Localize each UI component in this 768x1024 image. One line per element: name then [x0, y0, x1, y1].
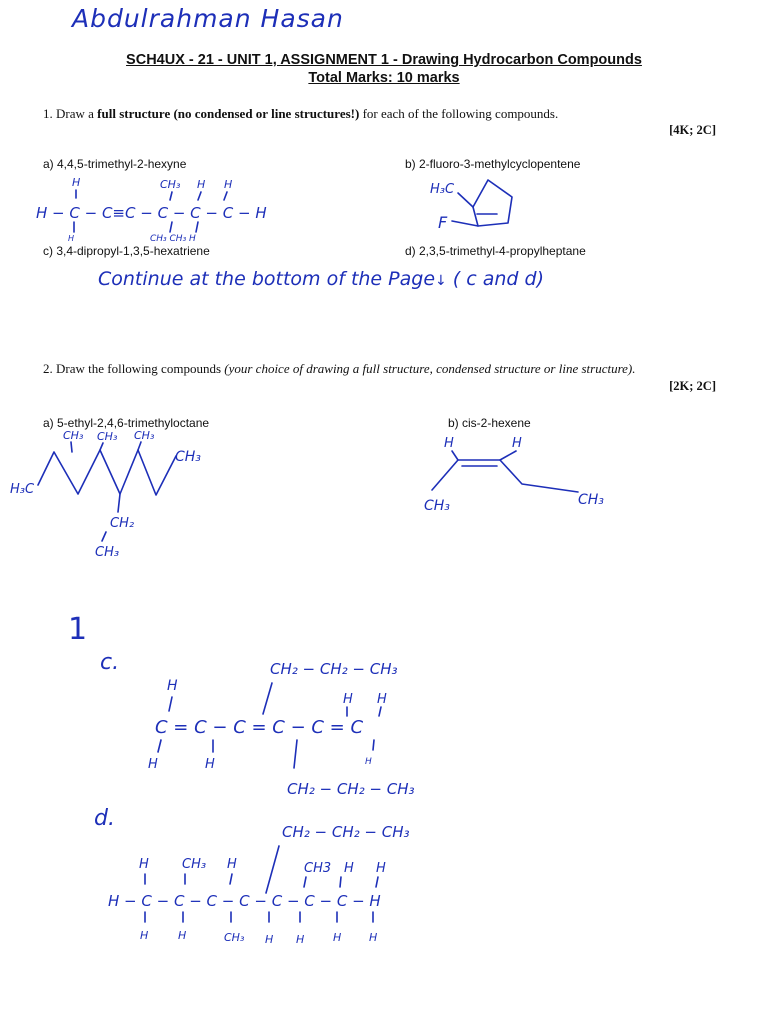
q2b-label: b) cis-2-hexene: [448, 416, 531, 430]
q1b-structure: [430, 180, 512, 232]
svg-text:CH₃: CH₃: [97, 430, 118, 443]
assignment-title: SCH4UX - 21 - UNIT 1, ASSIGNMENT 1 - Drawing Hydrocarbon Compounds: [126, 52, 642, 68]
q1-suffix: for each of the following compounds.: [359, 106, 559, 121]
answer-d-label: d.: [94, 806, 115, 831]
svg-text:CH₃: CH₃: [63, 429, 84, 442]
student-name: Abdulrahman Hasan: [72, 4, 344, 33]
svg-text:H: H: [224, 178, 233, 191]
q1a-structure: [36, 176, 267, 244]
svg-text:H: H: [140, 929, 149, 942]
svg-text:CH₃: CH₃: [424, 498, 450, 514]
svg-text:H: H: [265, 933, 274, 946]
svg-text:H: H: [333, 931, 342, 944]
svg-text:CH₃: CH₃: [134, 429, 155, 442]
svg-text:H: H: [344, 861, 354, 876]
down-arrow-icon: ↓: [435, 273, 447, 289]
svg-text:H − C − C − C − C − C − C − C: H − C − C − C − C − C − C − C − H: [108, 892, 381, 910]
svg-text:H: H: [376, 861, 386, 876]
continue-note-text: Continue at the bottom of the Page: [98, 268, 436, 290]
q2b-structure: [424, 436, 604, 514]
svg-text:H: H: [139, 857, 149, 872]
svg-text:H: H: [227, 857, 237, 872]
q1-bold: full structure (no condensed or line structures!): [97, 106, 360, 121]
svg-text:H: H: [167, 678, 178, 694]
svg-text:H: H: [444, 436, 454, 451]
svg-text:H: H: [377, 692, 387, 707]
answer-c-structure: [148, 660, 415, 798]
q2-italic: (your choice of drawing a full structure, condensed structure or line structure).: [224, 361, 636, 376]
svg-text:H: H: [343, 692, 353, 707]
q2-prefix: 2. Draw the following compounds: [43, 361, 225, 376]
svg-text:H: H: [365, 757, 372, 767]
svg-text:H₃C: H₃C: [430, 182, 455, 197]
svg-text:F: F: [438, 213, 448, 232]
svg-text:CH3: CH3: [304, 861, 332, 876]
svg-text:H: H: [197, 178, 206, 191]
continue-note-tail: ( c and d): [452, 268, 544, 290]
q1-prefix: 1. Draw a: [43, 106, 98, 121]
svg-text:H: H: [369, 931, 378, 944]
svg-text:H: H: [296, 933, 305, 946]
answer-d-structure: [108, 823, 410, 946]
q1d-label: d) 2,3,5-trimethyl-4-propylheptane: [405, 244, 586, 258]
svg-text:CH₃: CH₃: [224, 931, 245, 944]
total-marks: Total Marks: 10 marks: [308, 70, 460, 86]
svg-text:H: H: [148, 757, 158, 772]
svg-text:H₃C: H₃C: [10, 482, 35, 497]
svg-text:H: H: [178, 929, 187, 942]
question-1-marks: [4K; 2C]: [669, 123, 716, 137]
svg-text:CH₃ CH₃ H: CH₃ CH₃ H: [150, 234, 196, 244]
q1b-label: b) 2-fluoro-3-methylcyclopentene: [405, 157, 581, 171]
svg-text:H: H: [512, 436, 522, 451]
svg-text:C = C − C = C − C = C: C = C − C = C − C = C: [155, 717, 364, 738]
svg-text:H: H: [68, 234, 75, 243]
svg-text:CH₃: CH₃: [578, 492, 604, 508]
answers-section-number: 1: [68, 612, 88, 647]
svg-text:CH₂ − CH₂ − CH₃: CH₂ − CH₂ − CH₃: [270, 660, 398, 678]
svg-text:CH₃: CH₃: [95, 545, 120, 560]
svg-text:CH₃: CH₃: [160, 178, 181, 191]
svg-text:H: H: [72, 176, 81, 189]
svg-text:H: H: [205, 757, 215, 772]
svg-text:CH₂: CH₂: [110, 516, 135, 531]
svg-text:CH₃: CH₃: [175, 449, 201, 465]
question-2-marks: [2K; 2C]: [669, 379, 716, 393]
q2a-label: a) 5-ethyl-2,4,6-trimethyloctane: [43, 416, 210, 430]
svg-text:CH₂ − CH₂ − CH₃: CH₂ − CH₂ − CH₃: [282, 823, 410, 841]
svg-text:CH₂ − CH₂ − CH₃: CH₂ − CH₂ − CH₃: [287, 780, 415, 798]
svg-text:CH₃: CH₃: [182, 857, 207, 872]
q1c-label: c) 3,4-dipropyl-1,3,5-hexatriene: [43, 244, 210, 258]
answer-c-label: c.: [100, 650, 120, 675]
svg-text:H − C − C≡C − C − C − C − H: H − C − C≡C − C − C − C − H: [36, 204, 267, 222]
q1a-label: a) 4,4,5-trimethyl-2-hexyne: [43, 157, 187, 171]
q2a-structure: [10, 429, 201, 560]
